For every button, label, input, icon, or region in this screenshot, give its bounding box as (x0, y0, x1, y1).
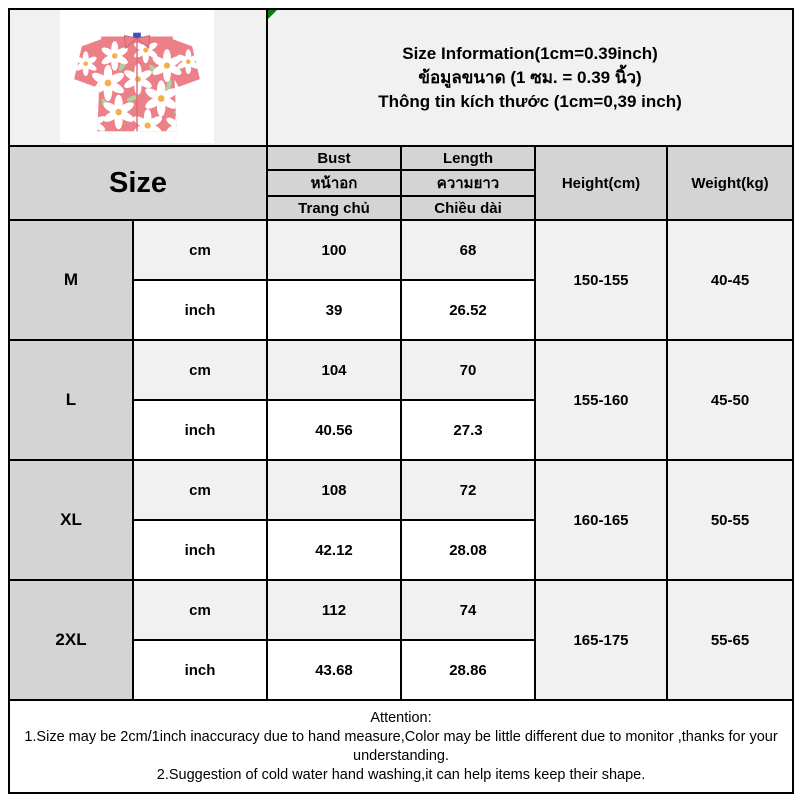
bust-cm-value: 100 (267, 220, 401, 280)
weight-column-header: Weight(kg) (667, 146, 793, 220)
attention-title: Attention: (370, 709, 432, 726)
bust-inch-value: 39 (267, 280, 401, 340)
length-header-vi: Chiều dài (401, 196, 535, 220)
size-information-title-cell (267, 9, 793, 146)
size-column-header: Size (9, 146, 267, 220)
length-inch-value: 26.52 (401, 280, 535, 340)
bust-inch-value: 43.68 (267, 640, 401, 700)
unit-cm-label: cm (133, 220, 267, 280)
length-cm-value: 68 (401, 220, 535, 280)
length-inch-value: 28.08 (401, 520, 535, 580)
length-header-th: ความยาว (401, 170, 535, 196)
attention-note-cell (9, 700, 793, 793)
size-label-m: M (9, 220, 133, 340)
size-chart-table (8, 8, 794, 794)
unit-cm-label: cm (133, 580, 267, 640)
table-row-l-cm (9, 340, 793, 400)
unit-inch-label: inch (133, 520, 267, 580)
attention-line-1: 1.Size may be 2cm/1inch inaccuracy due to hand measure,Color may be little different due to monitor ,thanks for your understanding. (24, 728, 778, 764)
weight-value: 45-50 (667, 340, 793, 460)
weight-value: 50-55 (667, 460, 793, 580)
product-image-shirt (60, 10, 214, 143)
unit-inch-label: inch (133, 400, 267, 460)
length-cm-value: 74 (401, 580, 535, 640)
bust-header-vi: Trang chủ (267, 196, 401, 220)
length-cm-value: 70 (401, 340, 535, 400)
bust-cm-value: 112 (267, 580, 401, 640)
green-corner-marker-icon (268, 10, 277, 19)
bust-header-en: Bust (267, 146, 401, 170)
bust-inch-value: 40.56 (267, 400, 401, 460)
height-value: 160-165 (535, 460, 667, 580)
bust-cm-value: 104 (267, 340, 401, 400)
weight-value: 40-45 (667, 220, 793, 340)
unit-cm-label: cm (133, 340, 267, 400)
height-value: 165-175 (535, 580, 667, 700)
table-row-2xl-cm (9, 580, 793, 640)
size-label-2xl: 2XL (9, 580, 133, 700)
weight-value: 55-65 (667, 580, 793, 700)
size-label-l: L (9, 340, 133, 460)
unit-inch-label: inch (133, 640, 267, 700)
length-inch-value: 28.86 (401, 640, 535, 700)
title-line-en: Size Information(1cm=0.39inch) (402, 43, 658, 63)
title-line-vi: Thông tin kích thước (1cm=0,39 inch) (378, 91, 682, 111)
height-column-header: Height(cm) (535, 146, 667, 220)
height-value: 155-160 (535, 340, 667, 460)
length-cm-value: 72 (401, 460, 535, 520)
size-label-xl: XL (9, 460, 133, 580)
table-row-xl-cm (9, 460, 793, 520)
product-image-cell (9, 9, 267, 146)
title-line-th: ข้อมูลขนาด (1 ซม. = 0.39 นิ้ว) (418, 67, 642, 87)
length-inch-value: 27.3 (401, 400, 535, 460)
bust-header-th: หน้าอก (267, 170, 401, 196)
height-value: 150-155 (535, 220, 667, 340)
unit-inch-label: inch (133, 280, 267, 340)
attention-line-2: 2.Suggestion of cold water hand washing,it can help items keep their shape. (156, 766, 646, 783)
bust-cm-value: 108 (267, 460, 401, 520)
unit-cm-label: cm (133, 460, 267, 520)
length-header-en: Length (401, 146, 535, 170)
table-row-m-cm (9, 220, 793, 280)
bust-inch-value: 42.12 (267, 520, 401, 580)
floral-shirt-illustration (64, 23, 210, 143)
